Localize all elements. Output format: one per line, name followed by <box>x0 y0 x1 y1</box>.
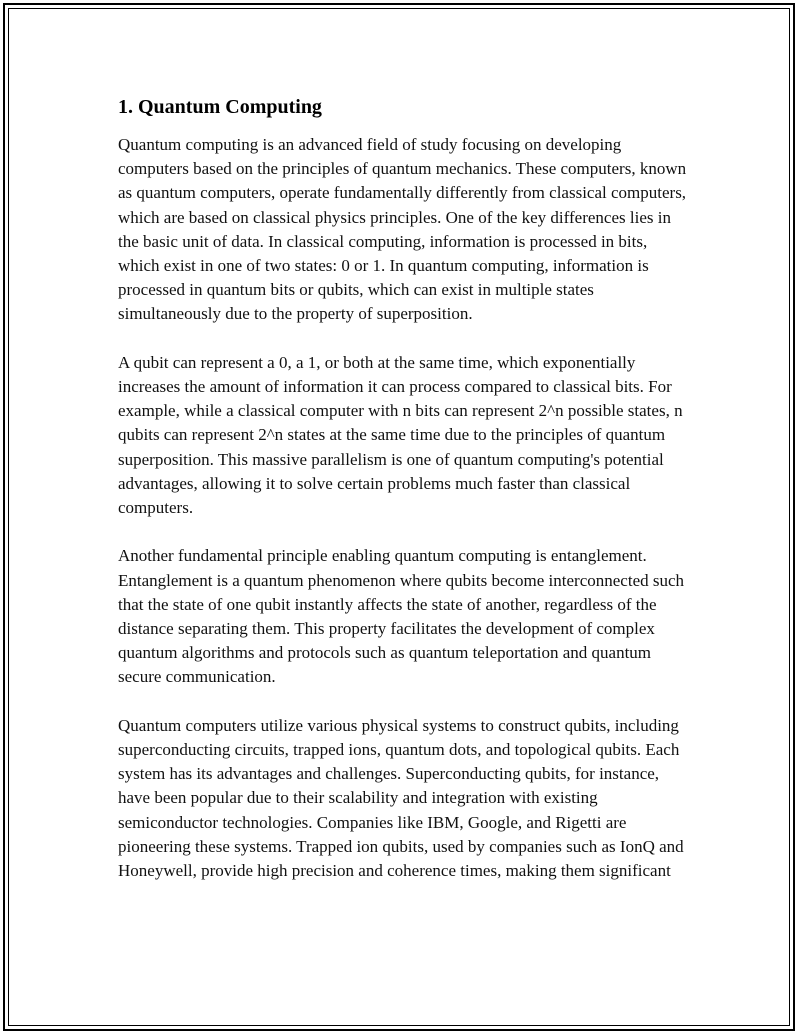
paragraph-4: Quantum computers utilize various physical systems to construct qubits, including superconducting circuits, trapped ions, quantum dots, and topological qubits. Each system has its advantages and challenges. Superconducting qubits, for instance, have been popular due to their scalability and integration with existing semiconductor technologies. Companies like IBM, Google, and Rigetti are pioneering these systems. Trapped ion qubits, used by companies such as IonQ and Honeywell, provide high precision and coherence times, making them significant <box>118 715 684 881</box>
paragraph-3: Another fundamental principle enabling quantum computing is entanglement. Entanglement is a quantum phenomenon where qubits become interconnected such that the state of one qubit instantly affects the state of another, regardless of the distance separating them. This property facilitates the development of complex quantum algorithms and protocols such as quantum teleportation and quantum secure communication. <box>118 546 685 687</box>
paragraph-2: A qubit can represent a 0, a 1, or both at the same time, which exponentially increases the amount of information it can process compared to classical bits. For example, while a classical computer with n bits can represent 2^n possible states, n qubits can represent 2^n states at the same time due to the principles of quantum superposition. This massive parallelism is one of quantum computing's potential advantages, allowing it to solve certain problems much faster than classical computers. <box>118 352 683 518</box>
document-body <box>118 93 690 907</box>
section-title: 1. Quantum Computing <box>118 96 322 118</box>
paragraph-1: Quantum computing is an advanced field of study focusing on developing computers based on the principles of quantum mechanics. These computers, known as quantum computers, operate fundamentally differently from classical computers, which are based on classical physics principles. One of the key differences lies in the basic unit of data. In classical computing, information is processed in bits, which exist in one of two states: 0 or 1. In quantum computing, information is processed in quantum bits or qubits, which can exist in multiple states simultaneously due to the property of superposition. <box>118 135 687 324</box>
